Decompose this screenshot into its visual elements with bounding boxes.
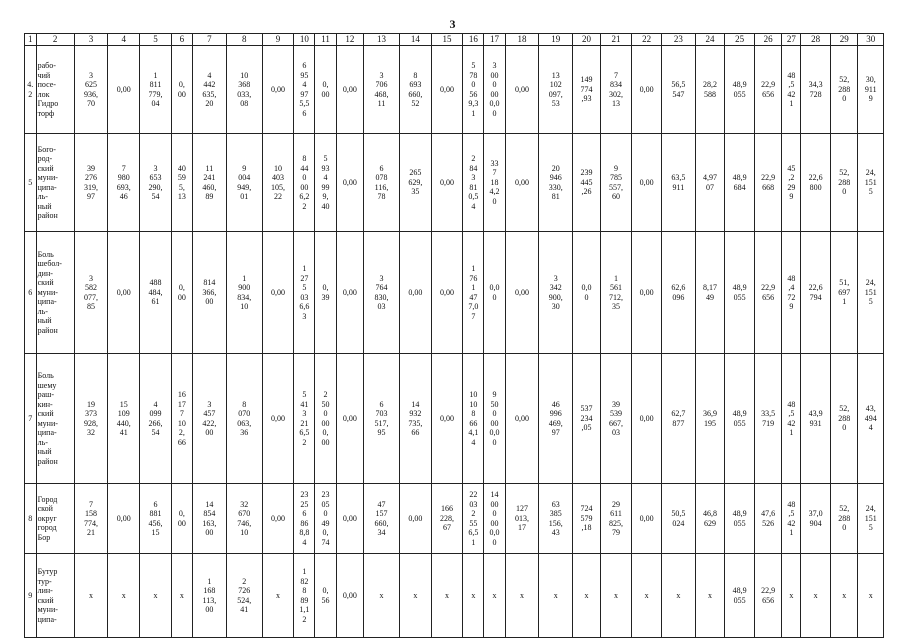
municipality-name-cell: Боль шему раш- кин- ский муни- ципа- ль- ный район <box>36 354 74 484</box>
table-cell: 3 625 936, 70 <box>74 46 108 134</box>
municipality-name-cell: рабо- чий посе- лок Гидро торф <box>36 46 74 134</box>
municipality-name-cell: Бутур тур- лин- ский муни- ципа- <box>36 554 74 638</box>
table-cell: 24, 151 5 <box>858 484 884 554</box>
table-cell: 0,0 0 <box>484 232 505 354</box>
column-header: 23 <box>661 34 695 46</box>
table-cell: 9 004 949, 01 <box>226 134 262 232</box>
table-cell: 40 59 5, 13 <box>171 134 192 232</box>
table-cell: x <box>431 554 463 638</box>
table-cell: 2 726 524, 41 <box>226 554 262 638</box>
table-cell: x <box>600 554 632 638</box>
table-cell: 9 50 0 00 0,0 0 <box>484 354 505 484</box>
table-cell: x <box>695 554 725 638</box>
table-cell: 7 980 693, 46 <box>108 134 140 232</box>
table-cell: x <box>573 554 600 638</box>
column-header: 8 <box>226 34 262 46</box>
table-cell: 1 168 113, 00 <box>192 554 226 638</box>
column-header: 12 <box>336 34 363 46</box>
table-row <box>25 484 884 554</box>
table-cell: 0,00 <box>336 484 363 554</box>
table-cell: 15 109 440, 41 <box>108 354 140 484</box>
table-cell: x <box>505 554 539 638</box>
table-cell: 0,00 <box>632 354 662 484</box>
table-cell: x <box>399 554 431 638</box>
table-cell: x <box>364 554 400 638</box>
table-cell: x <box>262 554 294 638</box>
row-number-cell: 5 <box>25 134 37 232</box>
table-cell: 16 17 7 10 2, 66 <box>171 354 192 484</box>
table-cell: 6 703 517, 95 <box>364 354 400 484</box>
table-cell: 52, 288 0 <box>830 484 857 554</box>
table-cell: 6 881 456, 15 <box>140 484 172 554</box>
table-cell: 43,9 931 <box>801 354 831 484</box>
table-cell: x <box>632 554 662 638</box>
table-cell: 30, 911 9 <box>858 46 884 134</box>
table-cell: 488 484, 61 <box>140 232 172 354</box>
table-cell: 10 403 105, 22 <box>262 134 294 232</box>
table-row <box>25 232 884 354</box>
table-cell: 24, 151 5 <box>858 134 884 232</box>
table-cell: 0,00 <box>632 134 662 232</box>
row-number-cell: 6 <box>25 232 37 354</box>
table-cell: 45 ,2 29 9 <box>782 134 801 232</box>
table-cell: 265 629, 35 <box>399 134 431 232</box>
table-cell: 4 099 266, 54 <box>140 354 172 484</box>
column-header: 2 <box>36 34 74 46</box>
table-cell: x <box>830 554 857 638</box>
column-header: 20 <box>573 34 600 46</box>
table-cell: 22,9 656 <box>754 232 781 354</box>
table-cell: 1 900 834, 10 <box>226 232 262 354</box>
table-cell: 7 158 774, 21 <box>74 484 108 554</box>
table-cell: 2 84 3 81 0,5 4 <box>463 134 484 232</box>
column-header: 15 <box>431 34 463 46</box>
table-cell: x <box>484 554 505 638</box>
column-header: 13 <box>364 34 400 46</box>
table-cell: 62,6 096 <box>661 232 695 354</box>
table-cell: 20 946 330, 81 <box>539 134 573 232</box>
table-cell: x <box>858 554 884 638</box>
table-cell: 32 670 746, 10 <box>226 484 262 554</box>
table-cell: 46 996 469, 97 <box>539 354 573 484</box>
table-cell: 8,17 49 <box>695 232 725 354</box>
table-cell: 0, 00 <box>315 46 336 134</box>
table-cell: 62,7 877 <box>661 354 695 484</box>
column-header: 30 <box>858 34 884 46</box>
table-cell: 4 442 635, 20 <box>192 46 226 134</box>
table-cell: 24, 151 5 <box>858 232 884 354</box>
table-cell: x <box>140 554 172 638</box>
table-cell: 3 582 077, 85 <box>74 232 108 354</box>
table-cell: 239 445 ,26 <box>573 134 600 232</box>
table-cell: 48 ,5 42 1 <box>782 354 801 484</box>
table-cell: x <box>74 554 108 638</box>
table-cell: 8 693 660, 52 <box>399 46 431 134</box>
table-cell: 43, 494 4 <box>858 354 884 484</box>
row-number-cell: 8 <box>25 484 37 554</box>
table-cell: 14 00 0 00 0,0 0 <box>484 484 505 554</box>
table-cell: 0, 00 <box>171 484 192 554</box>
table-cell: 0,00 <box>262 46 294 134</box>
table-cell: 0,00 <box>431 232 463 354</box>
municipality-name-cell: Бого- род- ский муни- ципа- ль- ный район <box>36 134 74 232</box>
table-cell: 0,00 <box>505 46 539 134</box>
table-cell: 3 457 422, 00 <box>192 354 226 484</box>
table-cell: 3 00 0 00 0,0 0 <box>484 46 505 134</box>
table-cell: 50,5 024 <box>661 484 695 554</box>
table-cell: 39 276 319, 97 <box>74 134 108 232</box>
row-number-cell: 7 <box>25 354 37 484</box>
table-cell: 3 764 830, 03 <box>364 232 400 354</box>
column-header: 27 <box>782 34 801 46</box>
column-header: 14 <box>399 34 431 46</box>
page-number: 3 <box>449 17 456 31</box>
table-cell: 0, 00 <box>171 46 192 134</box>
table-cell: 52, 288 0 <box>830 46 857 134</box>
table-cell: 63,5 911 <box>661 134 695 232</box>
table-cell: 3 653 290, 54 <box>140 134 172 232</box>
table-cell: 33,5 719 <box>754 354 781 484</box>
table-cell: 48,9 055 <box>725 554 755 638</box>
column-header: 3 <box>74 34 108 46</box>
table-cell: 0,00 <box>336 134 363 232</box>
table-cell: 48 ,4 72 9 <box>782 232 801 354</box>
column-header: 1 <box>25 34 37 46</box>
table-cell: x <box>661 554 695 638</box>
table-cell: 36,9 195 <box>695 354 725 484</box>
table-cell: 0,00 <box>108 484 140 554</box>
table-cell: 0,00 <box>632 484 662 554</box>
table-cell: 0,00 <box>632 46 662 134</box>
header-row <box>25 34 884 46</box>
data-table <box>24 33 884 638</box>
table-cell: 37,0 904 <box>801 484 831 554</box>
table-cell: 0,00 <box>505 134 539 232</box>
column-header: 10 <box>294 34 315 46</box>
table-cell: 5 93 4 99 9, 40 <box>315 134 336 232</box>
table-cell: 52, 288 0 <box>830 354 857 484</box>
table-cell: 23 25 6 86 8,8 4 <box>294 484 315 554</box>
table-cell: 10 10 8 66 4,1 4 <box>463 354 484 484</box>
table-cell: 0,00 <box>262 354 294 484</box>
column-header: 4 <box>108 34 140 46</box>
table-cell: 0,00 <box>632 232 662 354</box>
table-cell: 10 368 033, 08 <box>226 46 262 134</box>
table-cell: 14 854 163, 00 <box>192 484 226 554</box>
table-cell: 11 241 460, 89 <box>192 134 226 232</box>
table-cell: 4,97 07 <box>695 134 725 232</box>
table-cell: 1 561 712, 35 <box>600 232 632 354</box>
table-cell: 48 ,5 42 1 <box>782 484 801 554</box>
table-cell: 537 234 ,05 <box>573 354 600 484</box>
table-cell: 5 78 0 56 9,3 1 <box>463 46 484 134</box>
table-cell: 0, 56 <box>315 554 336 638</box>
table-cell: 29 611 825, 79 <box>600 484 632 554</box>
table-cell: 0,00 <box>431 354 463 484</box>
table-cell: 23 05 0 49 0, 74 <box>315 484 336 554</box>
table-cell: 0,00 <box>505 354 539 484</box>
table-cell: 46,8 629 <box>695 484 725 554</box>
table-row <box>25 46 884 134</box>
table-cell: 1 82 8 89 1,1 2 <box>294 554 315 638</box>
table-row <box>25 354 884 484</box>
column-header: 17 <box>484 34 505 46</box>
table-cell: 2 50 0 00 0, 00 <box>315 354 336 484</box>
column-header: 9 <box>262 34 294 46</box>
table-cell: x <box>801 554 831 638</box>
column-header: 18 <box>505 34 539 46</box>
table-cell: 0,00 <box>505 232 539 354</box>
table-cell: 3 342 900, 30 <box>539 232 573 354</box>
row-number-cell: 9 <box>25 554 37 638</box>
table-row <box>25 554 884 638</box>
table-cell: 0,00 <box>399 484 431 554</box>
column-header: 28 <box>801 34 831 46</box>
table-cell: 48,9 055 <box>725 46 755 134</box>
table-cell: 8 070 063, 36 <box>226 354 262 484</box>
table-cell: 48,9 055 <box>725 232 755 354</box>
column-header: 25 <box>725 34 755 46</box>
column-header: 22 <box>632 34 662 46</box>
table-cell: 7 834 302, 13 <box>600 46 632 134</box>
table-cell: 6 078 116, 78 <box>364 134 400 232</box>
column-header: 11 <box>315 34 336 46</box>
table-cell: 47 157 660, 34 <box>364 484 400 554</box>
table-cell: 0,00 <box>431 134 463 232</box>
table-cell: 0,0 0 <box>573 232 600 354</box>
column-header: 29 <box>830 34 857 46</box>
table-cell: 0,00 <box>108 232 140 354</box>
table-cell: 0,00 <box>431 46 463 134</box>
table-cell: 34,3 728 <box>801 46 831 134</box>
table-cell: 724 579 ,18 <box>573 484 600 554</box>
table-cell: 0,00 <box>336 232 363 354</box>
column-header: 16 <box>463 34 484 46</box>
municipality-name-cell: Боль шебол- дин- ский муни- ципа- ль- ный район <box>36 232 74 354</box>
table-cell: 0,00 <box>262 232 294 354</box>
table-cell: 22,6 794 <box>801 232 831 354</box>
table-cell: 22,9 668 <box>754 134 781 232</box>
table-cell: 149 774 ,93 <box>573 46 600 134</box>
table-cell: 6 95 4 97 5,5 6 <box>294 46 315 134</box>
table-cell: 48,9 055 <box>725 354 755 484</box>
table-cell: 52, 288 0 <box>830 134 857 232</box>
table-cell: 51, 697 1 <box>830 232 857 354</box>
column-header: 21 <box>600 34 632 46</box>
table-cell: 1 811 779, 04 <box>140 46 172 134</box>
table-cell: 0,00 <box>336 554 363 638</box>
column-header: 24 <box>695 34 725 46</box>
table-cell: x <box>108 554 140 638</box>
table-cell: 8 44 0 00 6,2 2 <box>294 134 315 232</box>
table-cell: 0,00 <box>108 46 140 134</box>
table-cell: 0,00 <box>262 484 294 554</box>
table-cell: 48,9 055 <box>725 484 755 554</box>
table-cell: 33 7 18 4,2 0 <box>484 134 505 232</box>
table-cell: 1 76 1 47 7,0 7 <box>463 232 484 354</box>
table-cell: 0, 39 <box>315 232 336 354</box>
row-number-cell: 4. 2 <box>25 46 37 134</box>
table-cell: 0,00 <box>399 232 431 354</box>
table-cell: 28,2 588 <box>695 46 725 134</box>
table-cell: 63 385 156, 43 <box>539 484 573 554</box>
table-cell: 5 41 3 21 6,5 2 <box>294 354 315 484</box>
column-header: 19 <box>539 34 573 46</box>
table-cell: 1 27 5 03 6,6 3 <box>294 232 315 354</box>
table-cell: 22,6 800 <box>801 134 831 232</box>
table-cell: 22 03 2 55 6,5 1 <box>463 484 484 554</box>
table-cell: 48 ,5 42 1 <box>782 46 801 134</box>
table-cell: x <box>782 554 801 638</box>
table-cell: 56,5 547 <box>661 46 695 134</box>
table-cell: 3 706 468, 11 <box>364 46 400 134</box>
table-cell: 22,9 656 <box>754 554 781 638</box>
municipality-name-cell: Город ской округ город Бор <box>36 484 74 554</box>
table-cell: 814 366, 00 <box>192 232 226 354</box>
table-cell: 19 373 928, 32 <box>74 354 108 484</box>
table-cell: 166 228, 67 <box>431 484 463 554</box>
column-header: 7 <box>192 34 226 46</box>
column-header: 5 <box>140 34 172 46</box>
table-cell: x <box>171 554 192 638</box>
table-cell: 47,6 526 <box>754 484 781 554</box>
table-cell: x <box>463 554 484 638</box>
table-cell: 13 102 097, 53 <box>539 46 573 134</box>
table-cell: 39 539 667, 03 <box>600 354 632 484</box>
table-row <box>25 134 884 232</box>
table-cell: 127 013, 17 <box>505 484 539 554</box>
table-cell: 22,9 656 <box>754 46 781 134</box>
column-header: 26 <box>754 34 781 46</box>
table-cell: 14 932 735, 66 <box>399 354 431 484</box>
column-header: 6 <box>171 34 192 46</box>
table-cell: 9 785 557, 60 <box>600 134 632 232</box>
table-cell: 0, 00 <box>171 232 192 354</box>
table-cell: 0,00 <box>336 354 363 484</box>
table-cell: 0,00 <box>336 46 363 134</box>
table-cell: x <box>539 554 573 638</box>
table-cell: 48,9 684 <box>725 134 755 232</box>
